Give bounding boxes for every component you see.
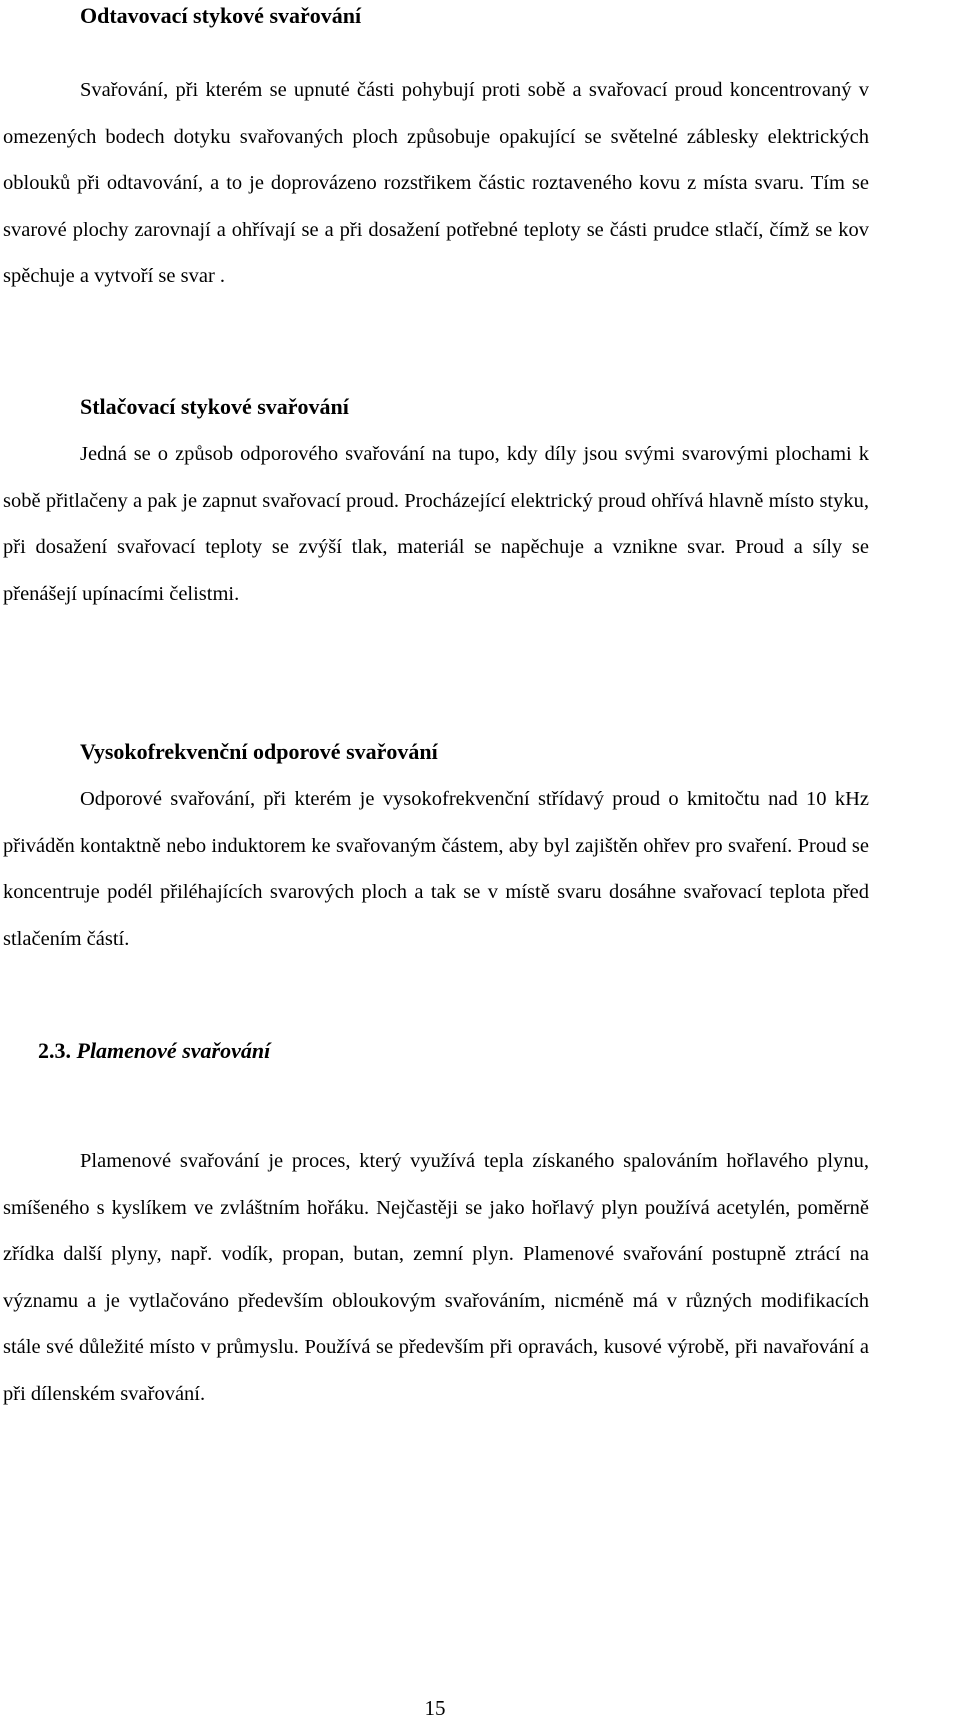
chapter-number: 2.3. [38,1038,71,1063]
heading-vysokofrekvencni: Vysokofrekvenční odporové svařování [80,739,438,764]
heading-odtavovaci: Odtavovací stykové svařování [80,3,362,28]
page-number: 15 [424,1696,446,1720]
paragraph-vysokofrekvencni: Odporové svařování, při kterém je vysokofrekvenční střídavý proud o kmitočtu nad 10 kHz přiváděn kontaktně nebo induktorem ke svařovaným částem, aby byl zajištěn ohřev pro svaření. Proud se koncentruje podél přiléhajících svarových ploch a tak se v místě svaru dosáhne svařovací teplota před stlačením částí. [3,788,869,950]
chapter-heading [38,1037,270,1065]
paragraph-stlacovaci: Jedná se o způsob odporového svařování na tupo, kdy díly jsou svými svarovými plochami k sobě přitlačeny a pak je zapnut svařovací proud. Procházející elektrický proud ohřívá hlavně místo styku, při dosažení svařovací teploty se zvýší tlak, materiál se napěchuje a vznikne svar. Proud a síly se přenášejí upínacími čelistmi. [3,443,869,605]
paragraph-plamenove: Plamenové svařování je proces, který využívá tepla získaného spalováním hořlavého plynu, smíšeného s kyslíkem ve zvláštním hořáku. Nejčastěji se jako hořlavý plyn používá acetylén, poměrně zřídka další plyny, např. vodík, propan, butan, zemní plyn. Plamenové svařování postupně ztrácí na významu a je vytlačováno především obloukovým svařováním, nicméně má v různých modifikacích stále své důležité místo v průmyslu. Používá se především při opravách, kusové výrobě, při navařování a při dílenském svařování. [3,1150,869,1405]
heading-stlacovaci: Stlačovací stykové svařování [80,394,349,419]
chapter-title: Plamenové svařování [76,1038,271,1063]
paragraph-odtavovaci: Svařování, při kterém se upnuté části pohybují proti sobě a svařovací proud koncentrovaný v omezených bodech dotyku svařovaných ploch způsobuje opakující se světelné záblesky elektrických oblouků při odtavování, a to je doprovázeno rozstřikem částic roztaveného kovu z místa svaru. Tím se svarové plochy zarovnají a ohřívají se a při dosažení potřebné teploty se části prudce stlačí, čímž se kov spěchuje a vytvoří se svar . [3,79,869,288]
